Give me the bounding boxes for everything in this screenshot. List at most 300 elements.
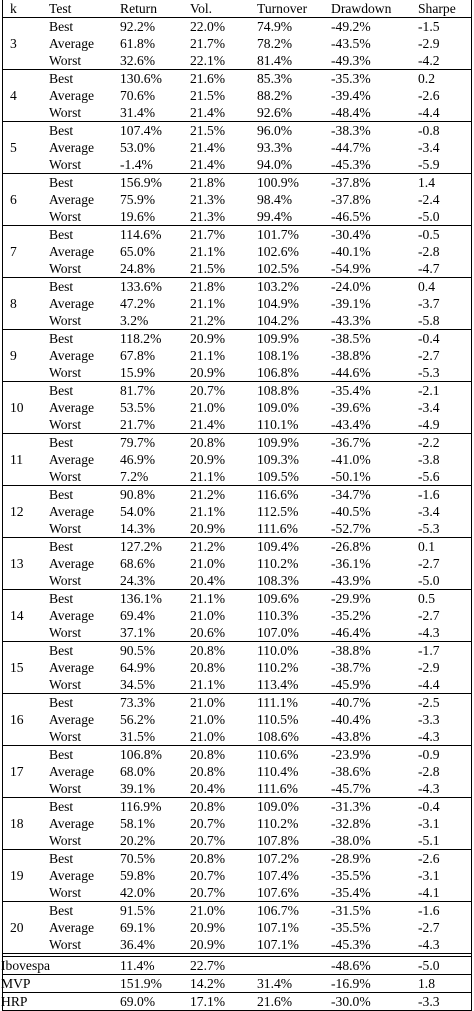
table-row <box>2 538 472 555</box>
k-value: 15 <box>10 660 24 675</box>
cell-turnover: 74.9% <box>257 19 293 34</box>
cell-test: Best <box>49 227 74 242</box>
table-row <box>2 295 472 312</box>
cell-drawdown: -32.8% <box>331 816 371 831</box>
cell-test: Best <box>49 383 74 398</box>
cell-turnover: 107.4% <box>257 868 299 883</box>
table-row <box>2 18 472 35</box>
cell-drawdown: -43.9% <box>331 573 371 588</box>
cell-test: Best <box>49 175 74 190</box>
cell-test: Worst <box>49 417 82 432</box>
cell-vol: 21.6% <box>190 71 226 86</box>
cell-test: Worst <box>49 729 82 744</box>
cell-test: Best <box>49 331 74 346</box>
cell-sharpe: -3.4 <box>418 140 440 155</box>
k-value: 18 <box>10 816 24 831</box>
cell-test: Best <box>49 539 74 554</box>
table-row <box>2 572 472 589</box>
cell-drawdown: -34.7% <box>331 487 371 502</box>
cell-test: Average <box>49 764 95 779</box>
cell-return: 69.1% <box>120 920 156 935</box>
benchmark-drawdown: -16.9% <box>331 976 371 991</box>
cell-drawdown: -43.5% <box>331 36 371 51</box>
cell-return: 133.6% <box>120 279 162 294</box>
cell-return: 39.1% <box>120 781 156 796</box>
cell-test: Worst <box>49 833 82 848</box>
table-row <box>2 486 472 503</box>
cell-vol: 21.5% <box>190 123 226 138</box>
cell-drawdown: -37.8% <box>331 192 371 207</box>
table-row <box>2 35 472 52</box>
header-drawdown: Drawdown <box>331 1 392 16</box>
cell-turnover: 111.6% <box>257 521 298 536</box>
cell-turnover: 93.3% <box>257 140 293 155</box>
cell-return: 79.7% <box>120 435 156 450</box>
cell-turnover: 92.6% <box>257 105 293 120</box>
cell-turnover: 107.0% <box>257 625 299 640</box>
k-value: 17 <box>10 764 24 779</box>
header-return: Return <box>120 1 157 16</box>
table-row <box>2 867 472 884</box>
cell-test: Average <box>49 88 95 103</box>
cell-return: 21.7% <box>120 417 156 432</box>
cell-drawdown: -45.3% <box>331 157 371 172</box>
cell-test: Best <box>49 71 74 86</box>
cell-turnover: 88.2% <box>257 88 293 103</box>
cell-vol: 20.8% <box>190 851 226 866</box>
cell-sharpe: -1.6 <box>418 903 440 918</box>
cell-turnover: 109.9% <box>257 435 299 450</box>
cell-turnover: 109.4% <box>257 539 299 554</box>
cell-sharpe: -2.4 <box>418 192 440 207</box>
cell-vol: 21.2% <box>190 539 226 554</box>
cell-return: 56.2% <box>120 712 156 727</box>
cell-sharpe: 0.2 <box>418 71 435 86</box>
cell-return: 32.6% <box>120 53 156 68</box>
cell-test: Worst <box>49 677 82 692</box>
benchmark-return: 151.9% <box>120 976 162 991</box>
cell-vol: 20.6% <box>190 625 226 640</box>
cell-test: Average <box>49 192 95 207</box>
cell-turnover: 109.6% <box>257 591 299 606</box>
cell-drawdown: -38.6% <box>331 764 371 779</box>
cell-drawdown: -38.5% <box>331 331 371 346</box>
cell-return: 107.4% <box>120 123 162 138</box>
cell-return: 58.1% <box>120 816 156 831</box>
cell-turnover: 107.1% <box>257 920 299 935</box>
cell-sharpe: -3.1 <box>418 816 440 831</box>
cell-drawdown: -30.4% <box>331 227 371 242</box>
cell-sharpe: -5.3 <box>418 365 440 380</box>
cell-drawdown: -37.8% <box>331 175 371 190</box>
cell-return: 24.3% <box>120 573 156 588</box>
table-row <box>2 208 472 225</box>
table-row <box>2 607 472 624</box>
header-sharpe: Sharpe <box>418 1 456 16</box>
cell-test: Average <box>49 868 95 883</box>
cell-vol: 21.5% <box>190 88 226 103</box>
cell-vol: 21.4% <box>190 417 226 432</box>
cell-return: 15.9% <box>120 365 156 380</box>
table-row <box>2 278 472 295</box>
k-value: 9 <box>10 348 17 363</box>
cell-test: Average <box>49 296 95 311</box>
cell-vol: 21.4% <box>190 105 226 120</box>
cell-drawdown: -46.5% <box>331 209 371 224</box>
cell-vol: 20.4% <box>190 781 226 796</box>
cell-vol: 21.1% <box>190 591 226 606</box>
cell-return: 127.2% <box>120 539 162 554</box>
cell-drawdown: -43.8% <box>331 729 371 744</box>
cell-test: Worst <box>49 313 82 328</box>
cell-vol: 21.0% <box>190 608 226 623</box>
cell-drawdown: -38.8% <box>331 348 371 363</box>
cell-drawdown: -52.7% <box>331 521 371 536</box>
cell-turnover: 94.0% <box>257 157 293 172</box>
cell-drawdown: -45.7% <box>331 781 371 796</box>
table-row <box>2 642 472 659</box>
cell-sharpe: 0.4 <box>418 279 435 294</box>
cell-turnover: 113.4% <box>257 677 299 692</box>
cell-test: Average <box>49 712 95 727</box>
cell-return: 118.2% <box>120 331 162 346</box>
cell-drawdown: -35.5% <box>331 920 371 935</box>
cell-test: Best <box>49 643 74 658</box>
k-value: 14 <box>10 608 24 623</box>
left-border <box>2 0 3 1011</box>
cell-return: 130.6% <box>120 71 162 86</box>
cell-sharpe: -4.4 <box>418 677 440 692</box>
cell-sharpe: -4.2 <box>418 53 440 68</box>
cell-drawdown: -40.7% <box>331 695 371 710</box>
table-row <box>2 312 472 329</box>
cell-return: 90.5% <box>120 643 156 658</box>
table-row <box>2 780 472 797</box>
cell-test: Best <box>49 851 74 866</box>
table-row <box>2 122 472 139</box>
cell-test: Worst <box>49 157 82 172</box>
cell-drawdown: -49.3% <box>331 53 371 68</box>
table-row <box>2 330 472 347</box>
cell-return: 14.3% <box>120 521 156 536</box>
cell-test: Best <box>49 747 74 762</box>
cell-return: 36.4% <box>120 937 156 952</box>
table-row <box>2 590 472 607</box>
cell-return: 31.4% <box>120 105 156 120</box>
cell-vol: 21.3% <box>190 209 226 224</box>
cell-sharpe: -4.3 <box>418 937 440 952</box>
k-value: 12 <box>10 504 24 519</box>
cell-vol: 20.9% <box>190 937 226 952</box>
cell-sharpe: -2.7 <box>418 556 440 571</box>
cell-sharpe: -2.2 <box>418 435 440 450</box>
cell-vol: 20.9% <box>190 365 226 380</box>
cell-vol: 20.8% <box>190 660 226 675</box>
table-row <box>2 919 472 936</box>
table-row <box>2 347 472 364</box>
header-test: Test <box>49 1 72 16</box>
cell-turnover: 107.2% <box>257 851 299 866</box>
cell-vol: 20.8% <box>190 643 226 658</box>
cell-sharpe: -3.1 <box>418 868 440 883</box>
benchmark-sharpe: 1.8 <box>418 976 435 991</box>
cell-test: Average <box>49 348 95 363</box>
cell-sharpe: -2.7 <box>418 348 440 363</box>
benchmark-name: HRP <box>1 994 28 1009</box>
table-row <box>2 694 472 711</box>
cell-drawdown: -28.9% <box>331 851 371 866</box>
cell-test: Best <box>49 279 74 294</box>
cell-vol: 21.5% <box>190 261 226 276</box>
k-value: 19 <box>10 868 24 883</box>
cell-test: Best <box>49 591 74 606</box>
cell-turnover: 102.6% <box>257 244 299 259</box>
cell-sharpe: -0.4 <box>418 799 440 814</box>
cell-drawdown: -39.4% <box>331 88 371 103</box>
cell-sharpe: -5.0 <box>418 209 440 224</box>
cell-turnover: 96.0% <box>257 123 293 138</box>
cell-drawdown: -49.2% <box>331 19 371 34</box>
cell-drawdown: -29.9% <box>331 591 371 606</box>
k-value: 4 <box>10 88 17 103</box>
benchmark-name: Ibovespa <box>1 958 51 973</box>
table-row <box>2 416 472 433</box>
cell-turnover: 110.6% <box>257 747 299 762</box>
header-vol: Vol. <box>190 1 213 16</box>
cell-drawdown: -31.5% <box>331 903 371 918</box>
cell-vol: 21.1% <box>190 677 226 692</box>
cell-vol: 20.7% <box>190 885 226 900</box>
cell-turnover: 110.0% <box>257 643 299 658</box>
cell-sharpe: -4.1 <box>418 885 440 900</box>
table-row <box>2 156 472 173</box>
benchmark-sharpe: -5.0 <box>418 958 440 973</box>
cell-turnover: 110.2% <box>257 816 299 831</box>
cell-drawdown: -48.4% <box>331 105 371 120</box>
cell-test: Worst <box>49 885 82 900</box>
cell-test: Average <box>49 244 95 259</box>
cell-drawdown: -39.1% <box>331 296 371 311</box>
header-k: k <box>10 1 17 16</box>
table-row <box>2 260 472 277</box>
benchmark-drawdown: -48.6% <box>331 958 371 973</box>
cell-drawdown: -36.1% <box>331 556 371 571</box>
cell-sharpe: -0.5 <box>418 227 440 242</box>
cell-turnover: 104.2% <box>257 313 299 328</box>
cell-sharpe: -5.0 <box>418 573 440 588</box>
cell-drawdown: -24.0% <box>331 279 371 294</box>
cell-sharpe: -2.7 <box>418 920 440 935</box>
cell-vol: 20.7% <box>190 833 226 848</box>
cell-sharpe: -1.7 <box>418 643 440 658</box>
cell-sharpe: -4.4 <box>418 105 440 120</box>
table-row <box>2 70 472 87</box>
benchmark-row <box>2 993 472 1010</box>
cell-drawdown: -35.4% <box>331 383 371 398</box>
cell-turnover: 111.1% <box>257 695 298 710</box>
cell-vol: 20.9% <box>190 920 226 935</box>
benchmark-turnover: 21.6% <box>257 994 293 1009</box>
cell-return: 116.9% <box>120 799 162 814</box>
cell-test: Worst <box>49 781 82 796</box>
table-row <box>2 936 472 953</box>
table-row <box>2 832 472 849</box>
k-value: 5 <box>10 140 17 155</box>
cell-sharpe: -2.7 <box>418 608 440 623</box>
cell-turnover: 106.8% <box>257 365 299 380</box>
table-row <box>2 676 472 693</box>
cell-sharpe: -5.9 <box>418 157 440 172</box>
cell-vol: 20.8% <box>190 747 226 762</box>
cell-vol: 20.8% <box>190 799 226 814</box>
table-row <box>2 659 472 676</box>
cell-return: 54.0% <box>120 504 156 519</box>
cell-drawdown: -41.0% <box>331 452 371 467</box>
cell-vol: 21.1% <box>190 296 226 311</box>
cell-return: 68.6% <box>120 556 156 571</box>
cell-test: Worst <box>49 261 82 276</box>
cell-turnover: 108.3% <box>257 573 299 588</box>
cell-sharpe: -4.7 <box>418 261 440 276</box>
table-row <box>2 850 472 867</box>
cell-return: 81.7% <box>120 383 156 398</box>
group-rule <box>2 953 472 954</box>
cell-test: Worst <box>49 105 82 120</box>
table-row <box>2 815 472 832</box>
cell-turnover: 110.2% <box>257 556 299 571</box>
cell-return: 69.4% <box>120 608 156 623</box>
k-value: 7 <box>10 244 17 259</box>
cell-return: 90.8% <box>120 487 156 502</box>
benchmark-row <box>2 957 472 974</box>
cell-return: 67.8% <box>120 348 156 363</box>
cell-turnover: 110.3% <box>257 608 299 623</box>
cell-test: Average <box>49 556 95 571</box>
cell-test: Average <box>49 400 95 415</box>
table-row <box>2 555 472 572</box>
cell-sharpe: -2.9 <box>418 660 440 675</box>
benchmark-turnover: 31.4% <box>257 976 293 991</box>
cell-turnover: 109.0% <box>257 400 299 415</box>
cell-vol: 21.3% <box>190 192 226 207</box>
cell-turnover: 85.3% <box>257 71 293 86</box>
cell-vol: 20.7% <box>190 383 226 398</box>
cell-sharpe: -2.5 <box>418 695 440 710</box>
cell-sharpe: -5.8 <box>418 313 440 328</box>
benchmark-row <box>2 975 472 992</box>
cell-vol: 20.8% <box>190 764 226 779</box>
cell-drawdown: -44.6% <box>331 365 371 380</box>
cell-turnover: 103.2% <box>257 279 299 294</box>
cell-drawdown: -39.6% <box>331 400 371 415</box>
cell-test: Average <box>49 452 95 467</box>
cell-return: 91.5% <box>120 903 156 918</box>
cell-turnover: 108.8% <box>257 383 299 398</box>
cell-test: Average <box>49 504 95 519</box>
cell-sharpe: -5.1 <box>418 833 440 848</box>
cell-sharpe: -3.8 <box>418 452 440 467</box>
table-row <box>2 624 472 641</box>
cell-vol: 21.4% <box>190 157 226 172</box>
cell-sharpe: -0.9 <box>418 747 440 762</box>
cell-test: Best <box>49 903 74 918</box>
cell-sharpe: -4.9 <box>418 417 440 432</box>
cell-sharpe: -4.3 <box>418 781 440 796</box>
cell-vol: 20.9% <box>190 521 226 536</box>
cell-sharpe: 1.4 <box>418 175 435 190</box>
table-row <box>2 243 472 260</box>
table-row <box>2 884 472 901</box>
cell-drawdown: -38.7% <box>331 660 371 675</box>
cell-return: 156.9% <box>120 175 162 190</box>
cell-vol: 20.8% <box>190 435 226 450</box>
cell-return: 59.8% <box>120 868 156 883</box>
cell-return: 92.2% <box>120 19 156 34</box>
cell-turnover: 100.9% <box>257 175 299 190</box>
cell-turnover: 102.5% <box>257 261 299 276</box>
cell-drawdown: -43.3% <box>331 313 371 328</box>
cell-drawdown: -45.3% <box>331 937 371 952</box>
cell-test: Average <box>49 140 95 155</box>
cell-test: Worst <box>49 469 82 484</box>
cell-return: 73.3% <box>120 695 156 710</box>
cell-drawdown: -40.5% <box>331 504 371 519</box>
cell-drawdown: -44.7% <box>331 140 371 155</box>
table-row <box>2 191 472 208</box>
benchmark-drawdown: -30.0% <box>331 994 371 1009</box>
cell-return: 19.6% <box>120 209 156 224</box>
table-row <box>2 434 472 451</box>
cell-turnover: 106.7% <box>257 903 299 918</box>
cell-vol: 20.7% <box>190 816 226 831</box>
benchmark-name: MVP <box>1 976 31 991</box>
cell-return: 68.0% <box>120 764 156 779</box>
table-row <box>2 174 472 191</box>
cell-turnover: 101.7% <box>257 227 299 242</box>
cell-drawdown: -35.5% <box>331 868 371 883</box>
cell-turnover: 109.9% <box>257 331 299 346</box>
cell-return: 70.6% <box>120 88 156 103</box>
cell-vol: 21.0% <box>190 400 226 415</box>
cell-turnover: 107.8% <box>257 833 299 848</box>
cell-test: Average <box>49 920 95 935</box>
cell-turnover: 110.5% <box>257 712 299 727</box>
cell-turnover: 108.1% <box>257 348 299 363</box>
cell-test: Best <box>49 799 74 814</box>
cell-drawdown: -35.4% <box>331 885 371 900</box>
cell-return: 53.0% <box>120 140 156 155</box>
cell-vol: 21.2% <box>190 313 226 328</box>
cell-test: Best <box>49 695 74 710</box>
cell-sharpe: -0.4 <box>418 331 440 346</box>
cell-turnover: 104.9% <box>257 296 299 311</box>
k-value: 13 <box>10 556 24 571</box>
table-row <box>2 468 472 485</box>
header-turnover: Turnover <box>257 1 308 16</box>
cell-vol: 21.2% <box>190 487 226 502</box>
cell-test: Worst <box>49 53 82 68</box>
cell-test: Worst <box>49 937 82 952</box>
cell-drawdown: -31.3% <box>331 799 371 814</box>
k-value: 16 <box>10 712 24 727</box>
cell-drawdown: -50.1% <box>331 469 371 484</box>
k-value: 8 <box>10 296 17 311</box>
cell-sharpe: -2.6 <box>418 851 440 866</box>
cell-return: 34.5% <box>120 677 156 692</box>
cell-sharpe: -1.5 <box>418 19 440 34</box>
cell-drawdown: -54.9% <box>331 261 371 276</box>
cell-return: 7.2% <box>120 469 149 484</box>
